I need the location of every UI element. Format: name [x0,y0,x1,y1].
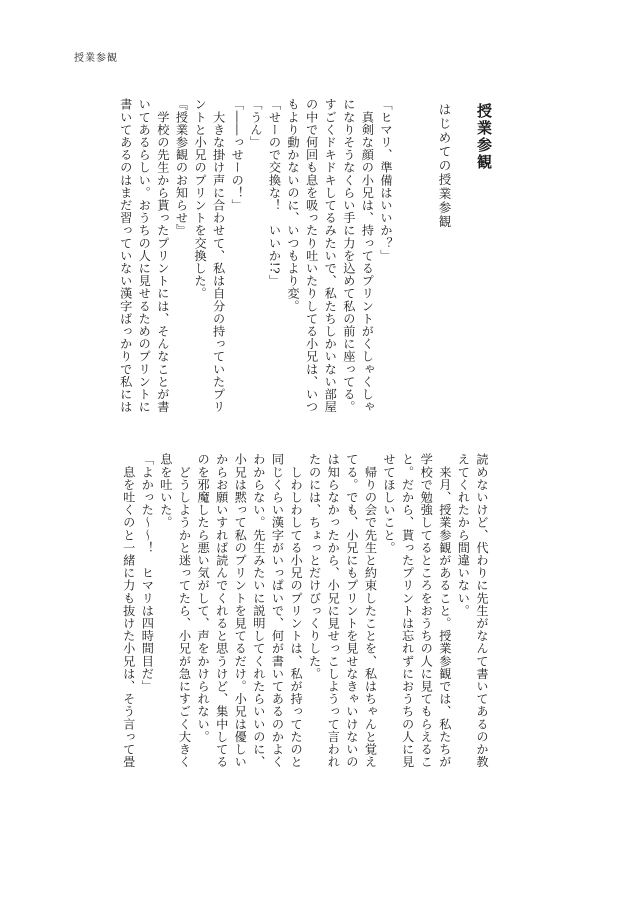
text-line: えてくれたから間違いない。 [456,453,471,617]
text-line: たのには、ちょっとだけびっくりした。 [307,453,322,680]
text-line: 真剣な顔の小兄は、持ってるプリントがくしゃくしゃ [360,98,375,413]
text-line: 来月、授業参観があること。授業参観では、私たちが [437,453,452,768]
text-line: 「ヒマリ、準備はいいか？」 [379,98,393,262]
text-line: 大きな掛け声に合わせて、私は自分の持っていたプリ [211,98,226,413]
text-line: 同じくらい漢字がいっぱいで、何が書いてあるのかよく [270,453,285,768]
text-line: の中で何回も息を吸ったり吐いたりしてる小兄は、いつ [304,98,319,413]
text-line: すごくドキドキしてるみたいで、私たちしかいない部屋 [323,98,338,413]
chapter-title: 授業参観 [475,103,493,171]
text-line: わからない。先生みたいに説明してくれたらいいのに、 [251,453,266,768]
text-line: 「――っせーの！」 [230,98,245,212]
text-line: ントと小兄のプリントを交換した。 [193,98,208,300]
text-line: 書いてあるのはまだ習っていない漢字ばっかりで私には [118,98,133,413]
chapter-subtitle: はじめての授業参観 [437,103,452,229]
text-line: 小兄は黙って私のプリントを見てるだけ。小兄は優しい [233,453,248,768]
text-line: 息を吐くのと一緒に力も抜けた小兄は、そう言って畳 [121,453,136,768]
text-line: 読めないけど、代わりに先生がなんて書いてあるのか教 [475,453,489,768]
text-line: せてほしいこと。 [382,453,397,554]
text-line: になりそうなくらい手に力を込めて私の前に座ってる。 [341,98,356,413]
text-line: どうしようかと迷ってたら、小兄が急にすごく大きく [177,453,192,768]
text-line: てる。でも、小兄にもプリントを見せなきゃいけないの [344,453,359,768]
upper-text-block [116,98,395,413]
text-line: 「うん」 [248,98,263,149]
text-line: 『授業参観のお知らせ』 [174,98,189,237]
text-line: 学校で勉強してるところをおうちの人に見てもらえるこ [419,453,434,768]
running-head: 授業参観 [74,53,118,64]
text-line: からお願いすれば読んでくれると思うけど、集中してる [214,453,229,768]
text-line: いてあるらしい。おうちの人に見せるためのプリントに [137,98,152,413]
text-line: 「せーので交換な！ いいか!?」 [267,98,282,287]
text-line: と。だから、貰ったプリントは忘れずにおうちの人に見 [400,453,415,768]
text-line: 学校の先生から貰ったプリントには、そんなことが書 [155,98,170,413]
text-line: は知らなかったから、小兄に見せっこしようって言われ [326,453,341,768]
text-line: のを邪魔したら悪い気がして、声をかけられない。 [196,453,211,743]
lower-text-block [119,453,491,768]
text-line: 「よかった〜〜！ ヒマリは四時間目だ」 [140,453,155,693]
text-line: もより動かないのに、いつもより変。 [286,98,301,313]
text-line: 息を吐いた。 [158,453,173,529]
text-line: 帰りの会で先生と約束したことを、私はちゃんと覚え [363,453,378,768]
text-line: しわしわしてる小兄のプリントは、私が持ってたのと [289,453,304,768]
